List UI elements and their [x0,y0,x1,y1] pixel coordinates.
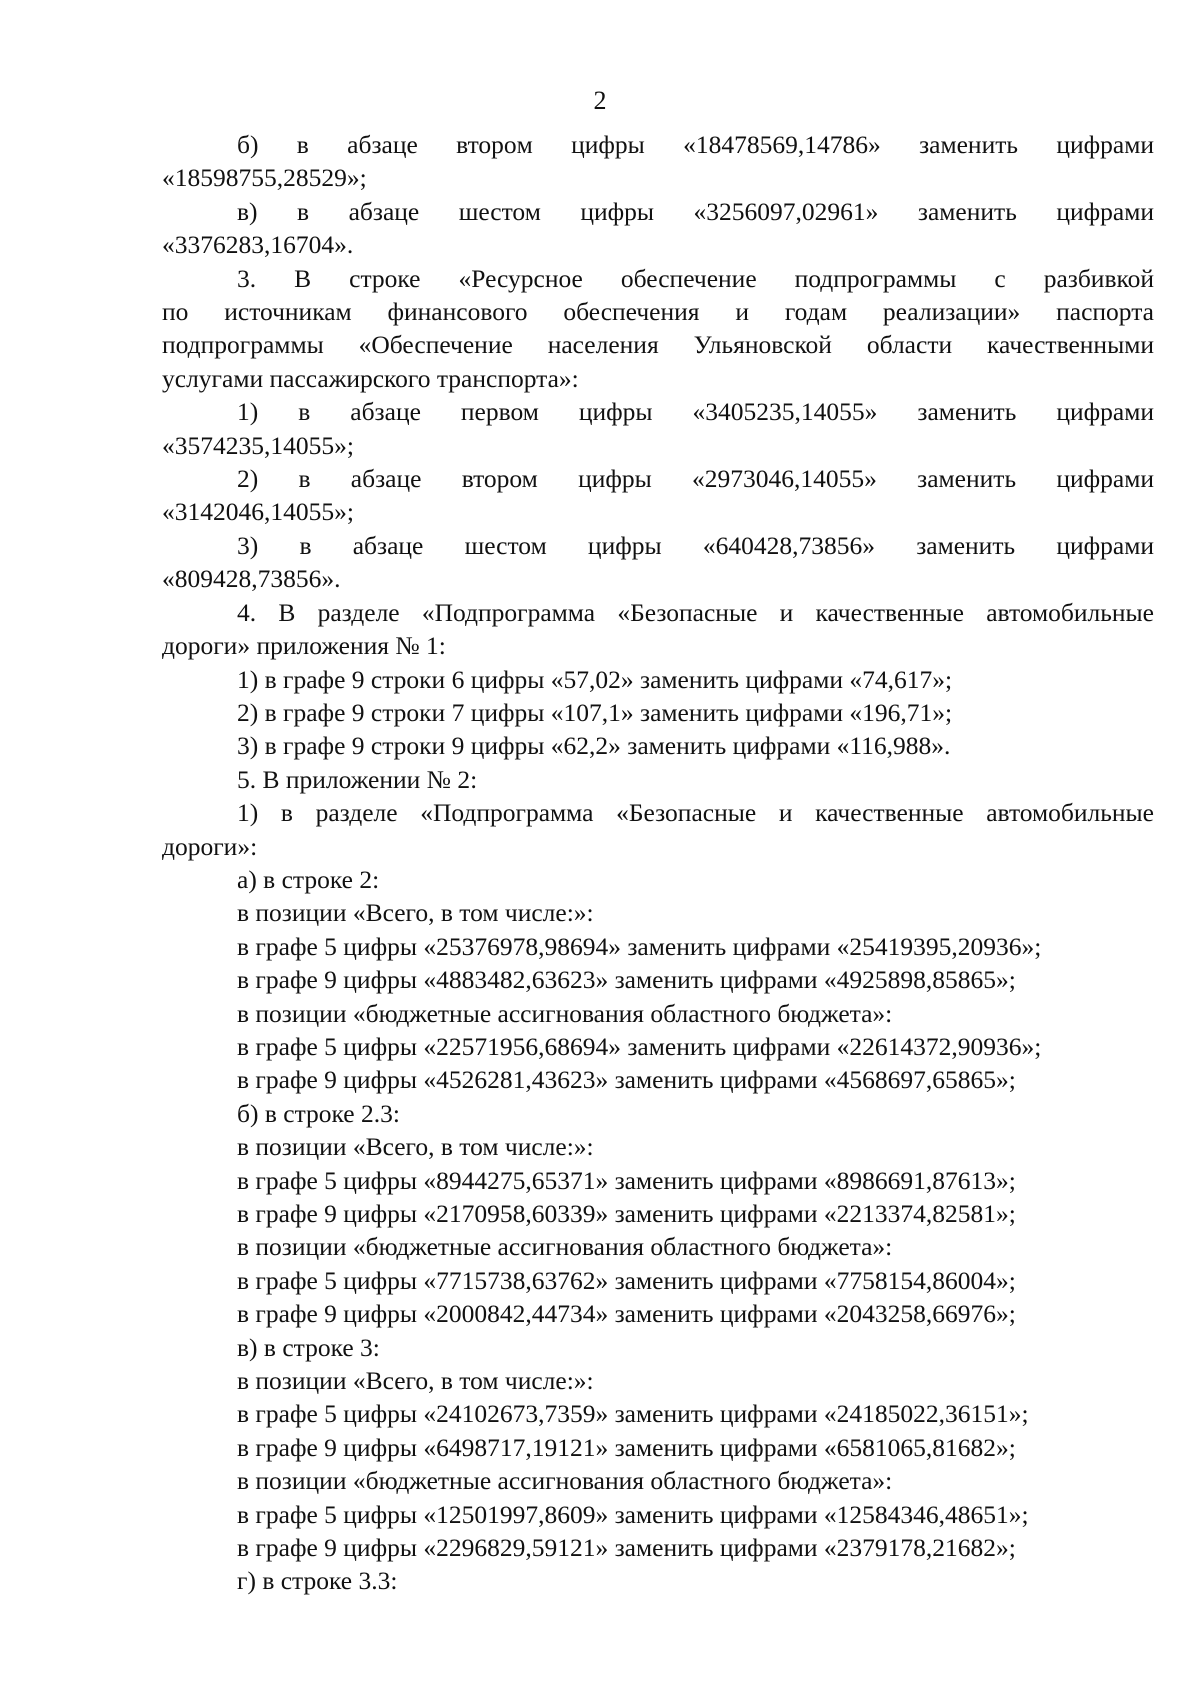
text-line: в позиции «бюджетные ассигнования областного бюджета»: [237,1232,893,1262]
text-line: в позиции «бюджетные ассигнования областного бюджета»: [237,1466,893,1496]
text-line: «3142046,14055»; [162,497,354,527]
text-line: в графе 9 цифры «4526281,43623» заменить цифрами «4568697,65865»; [237,1065,1016,1095]
text-line: услугами пассажирского транспорта»: [162,363,579,393]
page-number: 2 [593,86,607,115]
text-line: в) в строке 3: [237,1332,380,1362]
text-line: по источникам финансового обеспечения и годам реализации» паспорта [162,297,1154,327]
text-line: 3) в абзаце шестом цифры «640428,73856» заменить цифрами [237,530,1154,560]
text-line: в позиции «Всего, в том числе:»: [237,1366,594,1396]
text-line: 2) в графе 9 строки 7 цифры «107,1» заменить цифрами «196,71»; [237,697,953,727]
text-line: в) в абзаце шестом цифры «3256097,02961» заменить цифрами [237,196,1154,226]
text-line: 1) в разделе «Подпрограмма «Безопасные и качественные автомобильные [237,798,1154,828]
text-line: «3574235,14055»; [162,430,354,460]
text-line: «3376283,16704». [162,230,354,260]
text-line: в графе 9 цифры «2296829,59121» заменить цифрами «2379178,21682»; [237,1533,1016,1563]
text-line: в графе 5 цифры «7715738,63762» заменить цифрами «7758154,86004»; [237,1265,1016,1295]
text-line: в графе 5 цифры «25376978,98694» заменить цифрами «25419395,20936»; [237,931,1042,961]
text-line: «809428,73856». [162,564,341,594]
text-line: в позиции «Всего, в том числе:»: [237,1132,594,1162]
text-line: дороги» приложения № 1: [162,631,446,661]
text-line: в графе 5 цифры «22571956,68694» заменить цифрами «22614372,90936»; [237,1031,1042,1061]
text-line: «18598755,28529»; [162,163,367,193]
text-line: б) в абзаце вторoм цифры «18478569,14786» заменить цифрами [237,130,1154,159]
text-line: 4. В разделе «Подпрограмма «Безопасные и качественные автомобильные [237,597,1154,627]
text-line: а) в строке 2: [237,864,380,894]
text-line: в графе 9 цифры «4883482,63623» заменить цифрами «4925898,85865»; [237,965,1016,995]
text-line: г) в строке 3.3: [237,1566,398,1596]
text-line: в графе 5 цифры «24102673,7359» заменить цифрами «24185022,36151»; [237,1399,1029,1429]
text-line: б) в строке 2.3: [237,1098,400,1128]
text-line: в графе 5 цифры «12501997,8609» заменить цифрами «12584346,48651»; [237,1499,1029,1529]
text-line: подпрограммы «Обеспечение населения Ульяновской области качественными [162,330,1154,360]
document-body [162,128,1154,1598]
text-line: в позиции «бюджетные ассигнования областного бюджета»: [237,998,893,1028]
text-line: в графе 9 цифры «2000842,44734» заменить цифрами «2043258,66976»; [237,1299,1016,1329]
text-line: в графе 5 цифры «8944275,65371» заменить цифрами «8986691,87613»; [237,1165,1016,1195]
text-line: в позиции «Всего, в том числе:»: [237,898,594,928]
text-line: 5. В приложении № 2: [237,764,478,794]
text-line: 3) в графе 9 строки 9 цифры «62,2» заменить цифрами «116,988». [237,731,951,761]
text-line: 1) в абзаце первом цифры «3405235,14055» заменить цифрами [237,397,1154,427]
text-line: в графе 9 цифры «2170958,60339» заменить цифрами «2213374,82581»; [237,1199,1016,1228]
text-line: 1) в графе 9 строки 6 цифры «57,02» заменить цифрами «74,617»; [237,664,953,694]
text-line: 2) в абзаце втором цифры «2973046,14055» заменить цифрами [237,464,1154,494]
text-line: 3. В строке «Ресурсное обеспечение подпрограммы с разбивкой [237,263,1154,293]
text-line: дороги»: [162,831,258,861]
text-line: в графе 9 цифры «6498717,19121» заменить цифрами «6581065,81682»; [237,1432,1016,1462]
